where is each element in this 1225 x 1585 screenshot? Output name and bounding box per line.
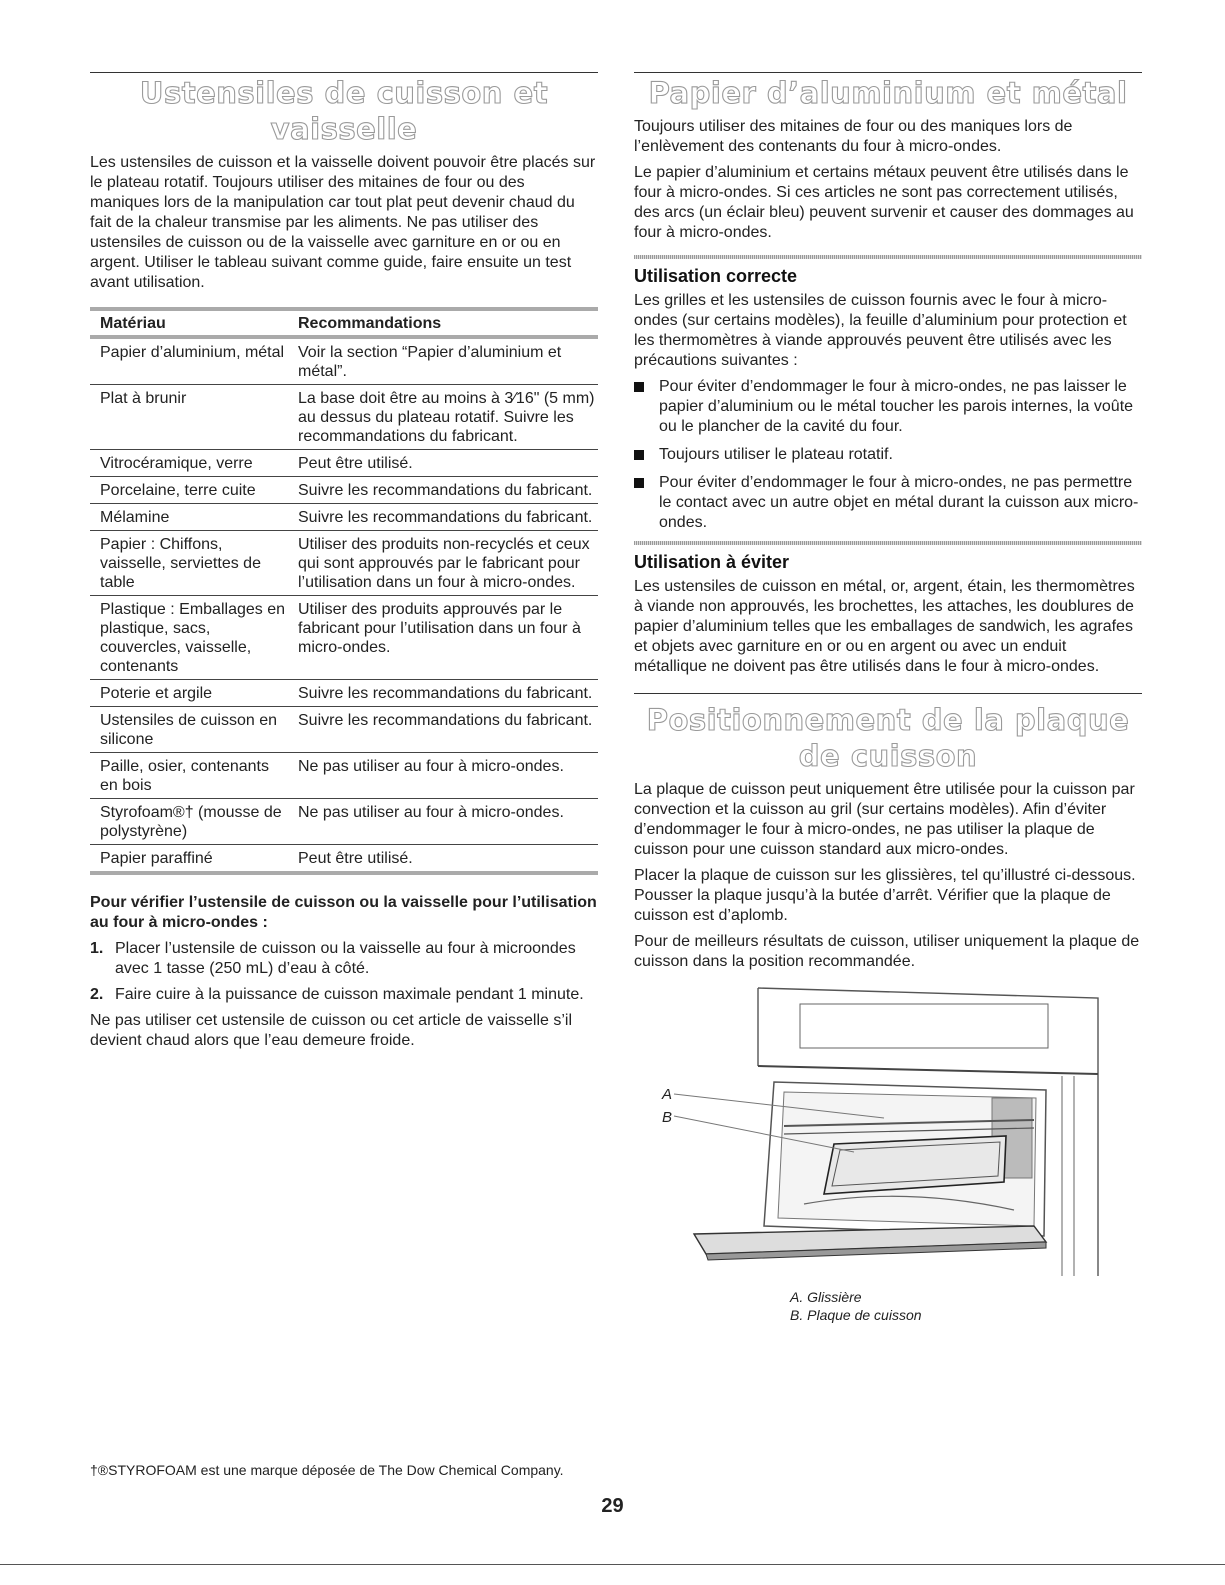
recommendation-cell: Suivre les recommandations du fabricant. (298, 482, 593, 499)
bullet-square-icon (634, 450, 644, 460)
material-cell: Vitrocéramique, verre (100, 455, 253, 472)
material-cell: Porcelaine, terre cuite (100, 482, 256, 499)
step-text: Placer l’ustensile de cuisson ou la vaisselle au four à microondes avec 1 tasse (250 mL) d’eau à côté. (115, 940, 576, 977)
table-row (90, 337, 598, 385)
table-row (90, 596, 598, 680)
table-row (90, 477, 598, 504)
correct-use-list (634, 377, 1142, 533)
subsection-bar (634, 255, 1142, 259)
column-header-recommendations: Recommandations (298, 315, 442, 332)
table-row (90, 845, 598, 874)
footnote: †®STYROFOAM est une marque déposée de The Dow Chemical Company. (90, 1462, 564, 1478)
recommendation-cell: Voir la section “Papier d’aluminium et métal”. (298, 344, 562, 380)
section-title-cookware: Ustensiles de cuisson et vaisselle (139, 76, 549, 146)
material-cell: Poterie et argile (100, 685, 213, 702)
label-b: B (662, 1109, 673, 1126)
correct-use-heading: Utilisation correcte (634, 266, 798, 286)
avoid-use-heading: Utilisation à éviter (634, 552, 790, 572)
material-cell: Styrofoam®† (mousse de polystyrène) (100, 804, 282, 840)
test-heading: Pour vérifier l’ustensile de cuisson ou la vaisselle pour l’utilisation au four à micro-ondes : (90, 894, 597, 931)
recommendation-cell: Suivre les recommandations du fabricant. (298, 509, 593, 526)
table-row (90, 799, 598, 845)
material-cell: Paille, osier, contenants en bois (100, 758, 269, 794)
page-bottom-rule (0, 1564, 1225, 1565)
recommendation-cell: Utiliser des produits approuvés par le fabricant pour l’utilisation dans un four à micro-ondes. (298, 601, 581, 656)
recommendation-cell: Peut être utilisé. (298, 455, 413, 472)
foil-paragraph-2: Le papier d’aluminium et certains métaux peuvent être utilisés dans le four à micro-ondes. Si ces articles ne sont pas correctement utilisés, des arcs (un éclair bleu) peuvent survenir et causer des dommages au four à micro-ondes. (634, 164, 1134, 241)
subsection-bar (634, 541, 1142, 545)
tray-paragraph-1: La plaque de cuisson peut uniquement être utilisée pour la cuisson par convection et la cuisson au gril (sur certains modèles). Afin d’éviter d’endommager le four à micro-ondes, ne pas utiliser la plaque de cuisson pour une cuisson standard aux micro-ondes. (634, 781, 1135, 858)
step-number: 1. (90, 940, 104, 957)
foil-paragraph-1: Toujours utiliser des mitaines de four ou des maniques lors de l’enlèvement des contenants du four à micro-ondes. (634, 118, 1073, 155)
list-item-text: Pour éviter d’endommager le four à micro-ondes, ne pas permettre le contact avec un autre objet en métal durant la cuisson aux micro-ondes. (659, 474, 1139, 531)
recommendation-cell: Suivre les recommandations du fabricant. (298, 712, 593, 729)
step-text: Faire cuire à la puissance de cuisson maximale pendant 1 minute. (115, 986, 584, 1003)
column-header-material: Matériau (100, 315, 166, 332)
oven-tray-illustration (634, 986, 1142, 1278)
test-closing: Ne pas utiliser cet ustensile de cuisson ou cet article de vaisselle s’il devient chaud alors que l’eau demeure froide. (90, 1012, 573, 1049)
recommendation-cell: Ne pas utiliser au four à micro-ondes. (298, 758, 564, 775)
recommendation-cell: La base doit être au moins à 3⁄16" (5 mm) au dessus du plateau rotatif. Suivre les recommandations du fabricant. (298, 390, 595, 445)
table-row (90, 450, 598, 477)
label-a: A (662, 1086, 673, 1103)
tray-paragraph-2: Placer la plaque de cuisson sur les glissières, tel qu’illustré ci-dessous. Pousser la plaque jusqu’à la butée d’arrêt. Vérifier que la plaque de cuisson est d’aplomb. (634, 867, 1136, 924)
tray-paragraph-3: Pour de meilleurs résultats de cuisson, utiliser uniquement la plaque de cuisson dans la position recommandée. (634, 933, 1140, 970)
avoid-use-text: Les ustensiles de cuisson en métal, or, argent, étain, les thermomètres à viande non approuvés, les brochettes, les attaches, les doublures de papier d’aluminium telles que les emballages de sandwich, les agrafes et objets avec garniture en or ou en argent ou avec un enduit métallique ne doivent pas être utilisés dans le four à micro-ondes. (634, 578, 1135, 675)
bullet-square-icon (634, 382, 644, 392)
step-number: 2. (90, 986, 104, 1003)
material-cell: Ustensiles de cuisson en silicone (100, 712, 277, 748)
cookware-intro: Les ustensiles de cuisson et la vaisselle doivent pouvoir être placés sur le plateau rotatif. Toujours utiliser des mitaines de four ou des maniques lors de la manipulation car tout plat peut devenir chaud du fait de la chaleur transmise par les aliments. Ne pas utiliser des ustensiles de cuisson ou de la vaisselle avec garniture en or ou en argent. Utiliser le tableau suivant comme guide, faire ensuite un test avant utilisation. (90, 154, 596, 291)
title-line: Positionnement de la plaque (646, 703, 1130, 737)
material-cell: Papier d’aluminium, métal (100, 344, 285, 361)
bullet-square-icon (634, 478, 644, 488)
test-steps (90, 939, 598, 1005)
right-column (634, 72, 1142, 1324)
recommendation-cell: Utiliser des produits non-recyclés et ceux qui sont approuvés par le fabricant pour l’utilisation dans un four à micro-ondes. (298, 536, 590, 591)
table-row (90, 707, 598, 753)
material-cell: Plat à brunir (100, 390, 187, 407)
figure-caption (790, 1288, 1142, 1324)
caption-line: B. Plaque de cuisson (790, 1307, 922, 1323)
title-line: de cuisson (798, 739, 978, 773)
recommendation-cell: Ne pas utiliser au four à micro-ondes. (298, 804, 564, 821)
section-title-foil: Papier d’aluminium et métal (648, 76, 1128, 110)
table-header-row (90, 309, 598, 337)
test-step (90, 939, 598, 979)
table-row (90, 753, 598, 799)
materials-table (90, 307, 598, 875)
material-cell: Plastique : Emballages en plastique, sacs, couvercles, vaisselle, contenants (100, 601, 285, 675)
left-column (90, 72, 598, 1057)
page-number: 29 (601, 1495, 624, 1517)
list-item (634, 473, 1142, 533)
oven-drawing (634, 986, 1142, 1278)
list-item-text: Pour éviter d’endommager le four à micro-ondes, ne pas laisser le papier d’aluminium ou le métal toucher les parois internes, la voûte ou le plancher de la cavité du four. (659, 378, 1134, 435)
table-row (90, 504, 598, 531)
table-row (90, 531, 598, 596)
material-cell: Papier : Chiffons, vaisselle, serviettes de table (100, 536, 261, 591)
material-cell: Mélamine (100, 509, 170, 526)
test-step (90, 985, 598, 1005)
list-item (634, 445, 1142, 465)
material-cell: Papier paraffiné (100, 850, 213, 867)
list-item-text: Toujours utiliser le plateau rotatif. (659, 446, 893, 463)
caption-line: A. Glissière (790, 1289, 862, 1305)
recommendation-cell: Peut être utilisé. (298, 850, 413, 867)
list-item (634, 377, 1142, 437)
table-row (90, 385, 598, 450)
recommendation-cell: Suivre les recommandations du fabricant. (298, 685, 593, 702)
correct-use-text: Les grilles et les ustensiles de cuisson fournis avec le four à micro-ondes (sur certains modèles), la feuille d’aluminium pour protection et les thermomètres à viande approuvés peuvent être utilisés avec les précautions suivantes : (634, 292, 1127, 369)
table-row (90, 680, 598, 707)
section-title-tray (634, 694, 1142, 780)
